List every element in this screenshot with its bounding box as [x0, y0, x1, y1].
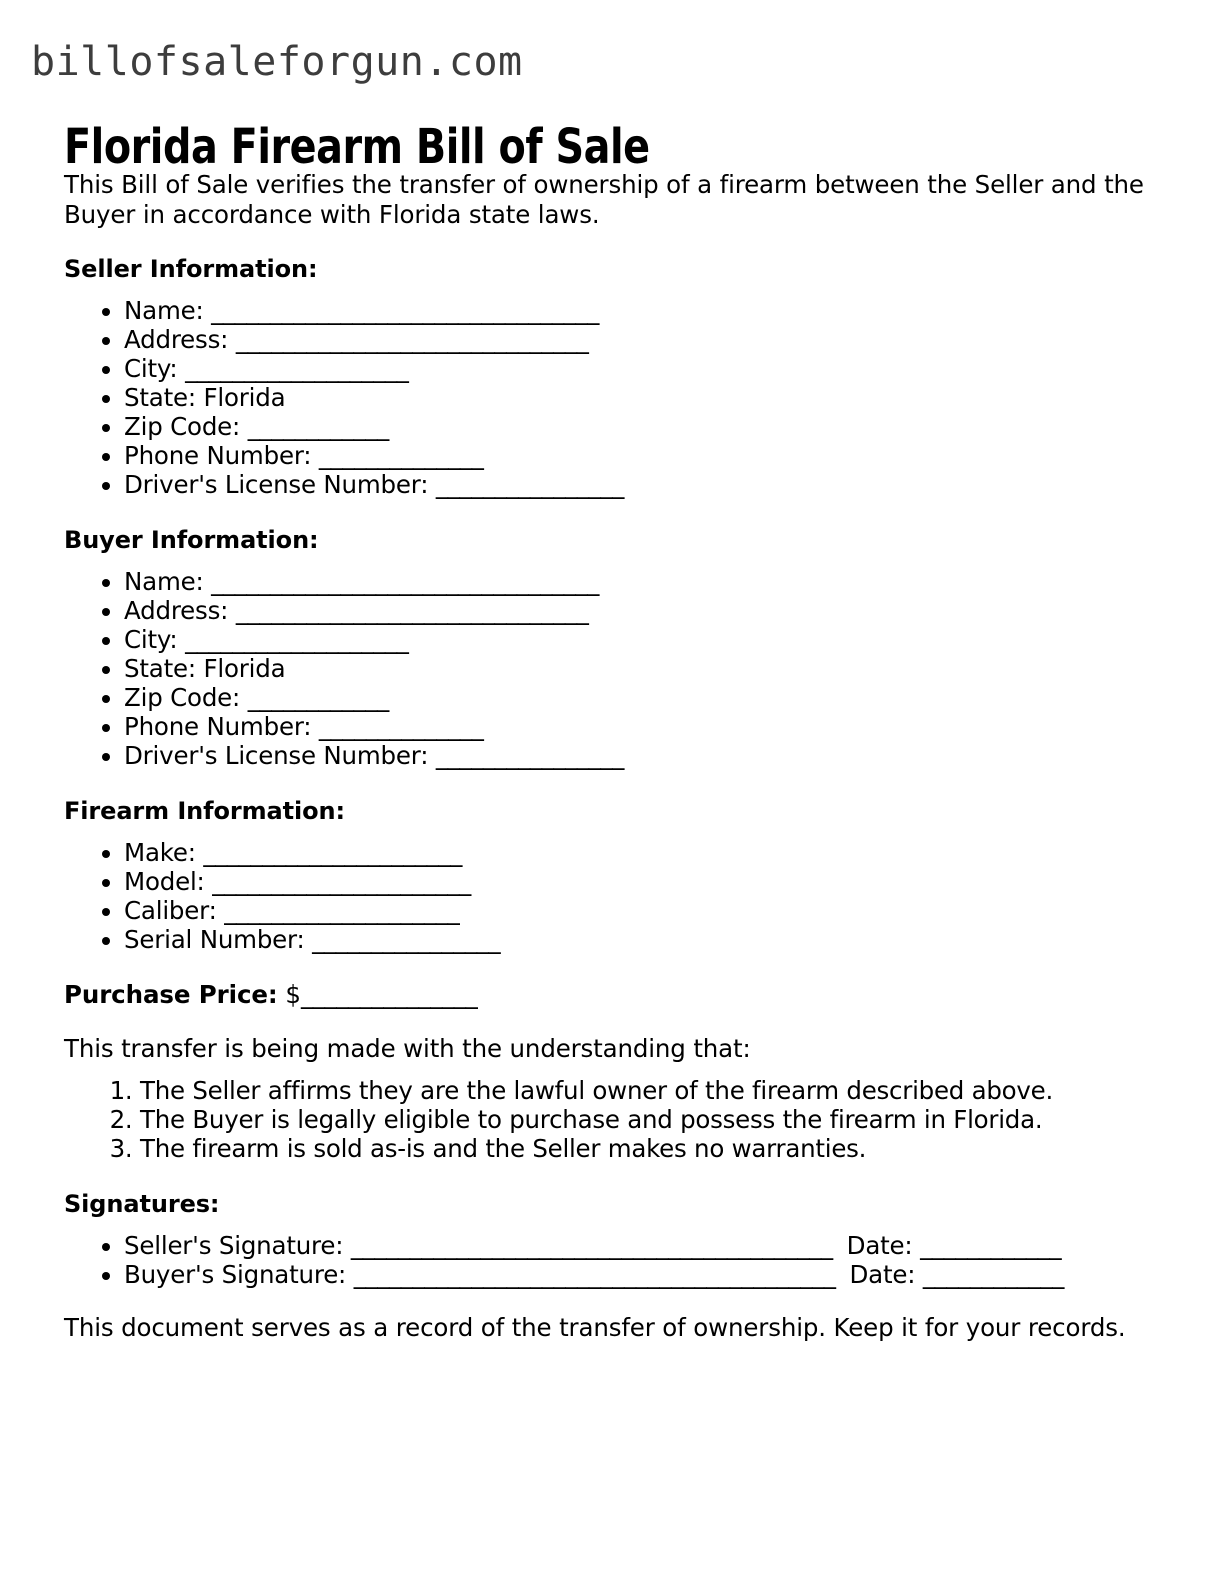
field-blank[interactable]: ________________ [312, 925, 501, 954]
field-label: Make: [124, 838, 196, 867]
field-blank[interactable]: ______________ [318, 712, 484, 741]
list-item [124, 596, 1154, 625]
list-item [124, 867, 1154, 896]
signature-blank[interactable]: _________________________________________ [353, 1260, 836, 1289]
list-item: 3. The firearm is sold as-is and the Seller makes no warranties. [140, 1134, 1154, 1163]
field-label: City: [124, 625, 178, 654]
buyer-information-heading: Buyer Information: [64, 526, 319, 554]
date-blank[interactable]: ____________ [920, 1231, 1062, 1260]
page-title: Florida Firearm Bill of Sale [64, 119, 650, 176]
field-blank[interactable]: ________________ [435, 470, 624, 499]
field-blank[interactable]: ________________ [435, 741, 624, 770]
date-label: Date: [849, 1260, 916, 1289]
list-item [124, 412, 1154, 441]
list-item: 2. The Buyer is legally eligible to purchase and possess the firearm in Florida. [140, 1105, 1154, 1134]
field-label: State: [124, 383, 196, 412]
field-label: Phone Number: [124, 712, 312, 741]
field-label: Driver's License Number: [124, 741, 429, 770]
list-item [124, 1260, 1154, 1289]
field-blank[interactable]: ____________________ [224, 896, 460, 925]
field-blank[interactable]: ______________________ [212, 867, 471, 896]
site-logo: billofsaleforgun.com [31, 39, 523, 85]
list-item [124, 712, 1154, 741]
document-body [64, 170, 1154, 1343]
list-item [124, 325, 1154, 354]
list-item [124, 925, 1154, 954]
list-item [124, 1231, 1154, 1260]
buyer-field-list [64, 567, 1154, 770]
field-label: Name: [124, 567, 204, 596]
purchase-price-label: Purchase Price: [64, 980, 278, 1009]
list-item: 1. The Seller affirms they are the lawful owner of the firearm described above. [140, 1076, 1154, 1105]
field-blank[interactable]: ______________ [318, 441, 484, 470]
field-label: Name: [124, 296, 204, 325]
signature-blank[interactable]: _________________________________________ [350, 1231, 833, 1260]
field-label: Phone Number: [124, 441, 312, 470]
intro-paragraph: This Bill of Sale verifies the transfer of ownership of a firearm between the Seller and the Buyer in accordance with Florida state laws. [64, 170, 1144, 229]
terms-list [64, 1076, 1154, 1163]
terms-lead-paragraph: This transfer is being made with the understanding that: [64, 1034, 751, 1063]
field-label: Zip Code: [124, 412, 241, 441]
list-item [124, 741, 1154, 770]
seller-information-heading: Seller Information: [64, 255, 318, 283]
list-item [124, 654, 1154, 683]
signature-label: Seller's Signature: [124, 1231, 344, 1260]
field-blank[interactable]: ___________________ [185, 354, 409, 383]
field-label: Address: [124, 596, 229, 625]
list-item [124, 838, 1154, 867]
date-blank[interactable]: ____________ [922, 1260, 1064, 1289]
seller-field-list [64, 296, 1154, 499]
field-blank[interactable]: _________________________________ [211, 296, 599, 325]
list-item [124, 567, 1154, 596]
field-blank[interactable]: ___________________ [185, 625, 409, 654]
field-blank[interactable]: ______________________________ [235, 325, 589, 354]
currency-symbol: $ [285, 980, 301, 1009]
field-value: Florida [203, 383, 286, 412]
list-item [124, 470, 1154, 499]
field-label: Model: [124, 867, 205, 896]
purchase-price-row [64, 980, 1154, 1010]
field-label: Driver's License Number: [124, 470, 429, 499]
firearm-information-heading: Firearm Information: [64, 797, 345, 825]
field-blank[interactable]: ______________________________ [235, 596, 589, 625]
field-label: Caliber: [124, 896, 217, 925]
field-blank[interactable]: ______________________ [203, 838, 462, 867]
signature-list [64, 1231, 1154, 1289]
field-value: Florida [203, 654, 286, 683]
field-blank[interactable]: ____________ [247, 683, 389, 712]
list-item [124, 625, 1154, 654]
list-item [124, 296, 1154, 325]
field-blank[interactable]: _________________________________ [211, 567, 599, 596]
signature-label: Buyer's Signature: [124, 1260, 347, 1289]
list-item [124, 354, 1154, 383]
purchase-price-blank[interactable]: _______________ [300, 980, 478, 1009]
field-blank[interactable]: ____________ [247, 412, 389, 441]
field-label: Serial Number: [124, 925, 305, 954]
list-item [124, 683, 1154, 712]
list-item [124, 896, 1154, 925]
firearm-field-list [64, 838, 1154, 954]
field-label: Zip Code: [124, 683, 241, 712]
signatures-heading: Signatures: [64, 1190, 220, 1218]
field-label: City: [124, 354, 178, 383]
list-item [124, 383, 1154, 412]
spacer [64, 1163, 1154, 1189]
date-label: Date: [846, 1231, 913, 1260]
field-label: State: [124, 654, 196, 683]
closing-paragraph: This document serves as a record of the transfer of ownership. Keep it for your records. [64, 1313, 1126, 1342]
field-label: Address: [124, 325, 229, 354]
spacer [64, 770, 1154, 796]
spacer [64, 499, 1154, 525]
list-item [124, 441, 1154, 470]
